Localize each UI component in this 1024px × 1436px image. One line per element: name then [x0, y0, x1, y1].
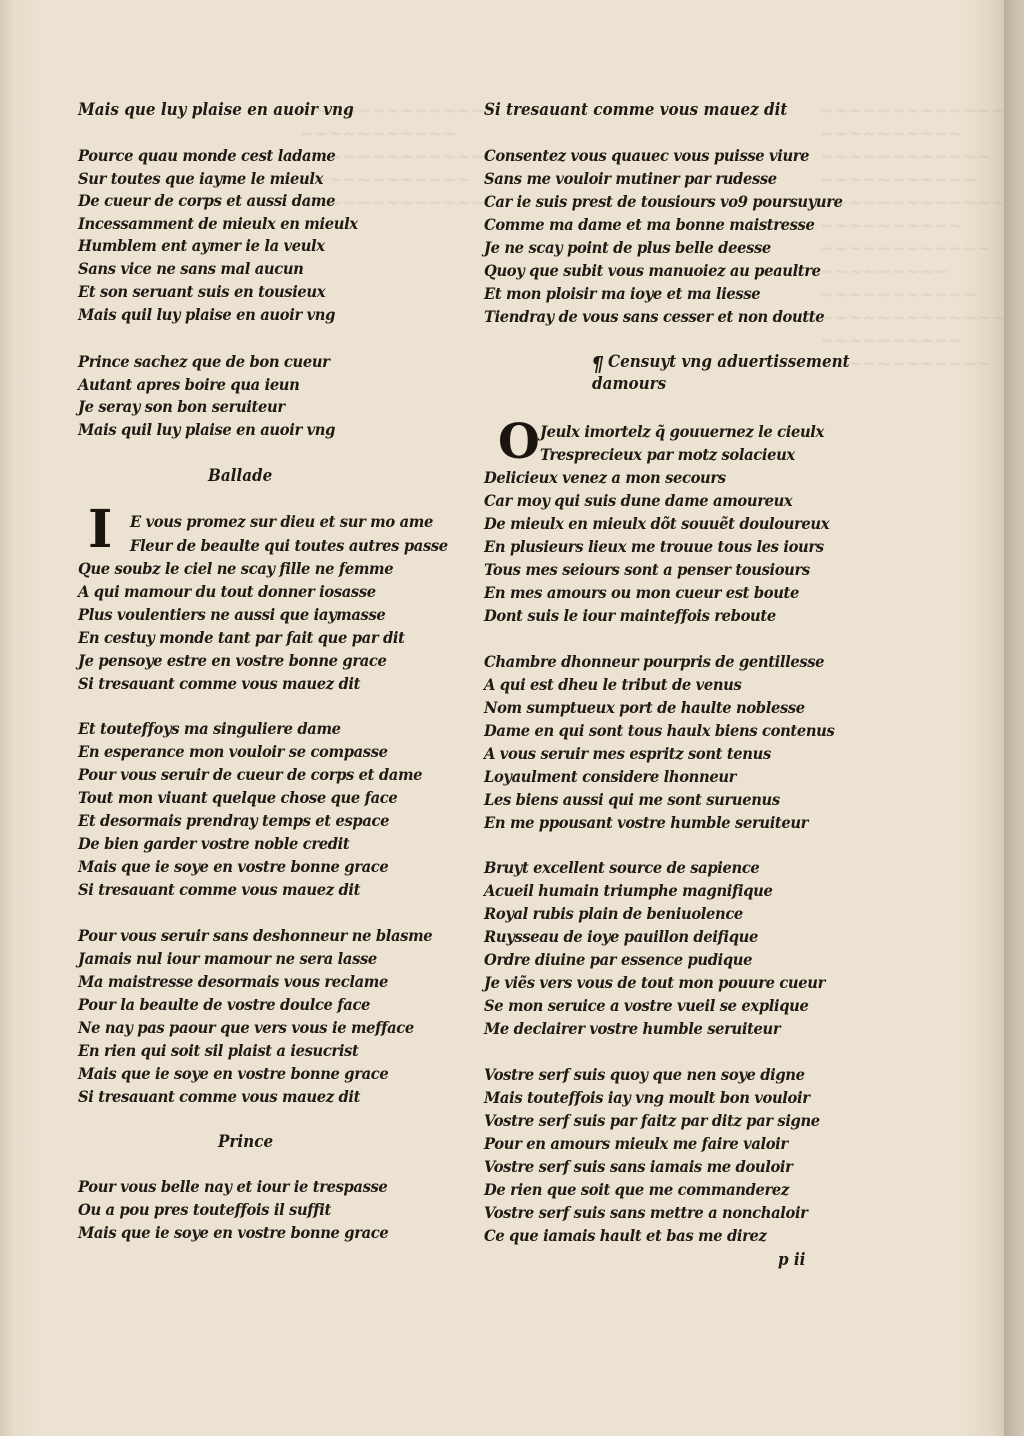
- verse-line: Se mon seruice a vostre vueil se explique: [484, 996, 809, 1015]
- verse-line: Ce que iamais hault et bas me direz: [484, 1226, 767, 1245]
- verse-line: Car moy qui suis dune dame amoureux: [484, 491, 793, 510]
- verse-line: Jamais nul iour mamour ne sera lasse: [78, 949, 377, 968]
- verse-line: Prince sachez que de bon cueur: [78, 352, 330, 371]
- verse-line: Jeulx imortelz q̃ gouuernez le cieulx: [540, 422, 824, 441]
- verse-line: Tous mes seiours sont a penser tousiours: [484, 560, 810, 579]
- verse-line: Pource quau monde cest ladame: [78, 146, 336, 165]
- verse-line: En cestuy monde tant par fait que par dit: [78, 628, 405, 647]
- verse-line: Je ne scay point de plus belle deesse: [484, 238, 771, 257]
- verse-line: En plusieurs lieux me trouue tous les iours: [484, 537, 824, 556]
- drop-cap-initial: O: [498, 414, 540, 470]
- verse-line: Les biens aussi qui me sont suruenus: [484, 790, 780, 809]
- verse-line: Ordre diuine par essence pudique: [484, 950, 753, 969]
- verse-line: Sans vice ne sans mal aucun: [78, 259, 304, 278]
- verse-line: Ou a pou pres touteffois il suffit: [78, 1200, 331, 1219]
- verse-line: Me declairer vostre humble seruiteur: [484, 1019, 781, 1038]
- verse-line: Et mon ploisir ma ioye et ma liesse: [484, 284, 761, 303]
- verse-line: Si tresauant comme vous mauez dit: [78, 674, 361, 693]
- verse-line: Mais que ie soye en vostre bonne grace: [78, 1064, 389, 1083]
- verse-line: Mais touteffois iay vng moult bon vouloir: [484, 1088, 810, 1107]
- verse-line: Tout mon viuant quelque chose que face: [78, 788, 398, 807]
- verse-line: Vostre serf suis quoy que nen soye digne: [484, 1065, 805, 1084]
- verse-line: Ne nay pas paour que vers vous ie mefface: [78, 1018, 414, 1037]
- verse-line: De cueur de corps et aussi dame: [78, 191, 336, 210]
- verse-line: Humblem ent aymer ie la veulx: [78, 236, 325, 255]
- verse-line: Et son seruant suis en tousieux: [78, 282, 326, 301]
- drop-cap-initial: I: [88, 499, 113, 560]
- verse-line: Ma maistresse desormais vous reclame: [78, 972, 388, 991]
- page-edge-shadow: [1004, 0, 1024, 1436]
- show-through-right: ~~~~~~~~~~~~~ ~~~~~~~~~~ ~~~~~~~~~~~~ ~~~~~~~~~~~ ~~~~~~~~~~~~~ ~~~~~~~~~~ ~~~~~~~~~~~~ ~~~~~~~~~ ~~~~~~~~~~~ ~~~~~~~~~~~~~ ~~~~~~~~~~ ~~~~~~~~~~~~: [820, 101, 1006, 374]
- verse-line: Delicieux venez a mon secours: [484, 468, 726, 487]
- heading-line: Censuyt vng aduertissement: [608, 352, 850, 371]
- verse-line: Vostre serf suis sans iamais me douloir: [484, 1157, 793, 1176]
- show-through-left: ~~~~~~~~~~~~~ ~~~~~~~~~~~ ~~~~~~~~~~~~~~ ~~~~~~~~~~~~ ~~~~~~~~~~~~~: [300, 101, 500, 213]
- ballade-title: Ballade: [208, 466, 273, 485]
- verse-line: E vous promez sur dieu et sur mo ame: [130, 512, 433, 531]
- verse-line: Je pensoye estre en vostre bonne grace: [78, 651, 387, 670]
- verse-line: En mes amours ou mon cueur est boute: [484, 583, 799, 602]
- verse-line: Si tresauant comme vous mauez dit: [78, 880, 361, 899]
- verse-line: Si tresauant comme vous mauez dit: [484, 100, 788, 119]
- verse-line: En rien qui soit sil plaist a iesucrist: [78, 1041, 359, 1060]
- verse-line: Vostre serf suis sans mettre a nonchaloir: [484, 1203, 808, 1222]
- verse-line: A vous seruir mes espritz sont tenus: [484, 744, 771, 763]
- verse-line: Fleur de beaulte qui toutes autres passe: [130, 536, 448, 555]
- verse-line: Sur toutes que iayme le mieulx: [78, 169, 323, 188]
- verse-line: De bien garder vostre noble credit: [78, 834, 350, 853]
- verse-line: Mais que ie soye en vostre bonne grace: [78, 1223, 389, 1242]
- verse-line: Comme ma dame et ma bonne maistresse: [484, 215, 815, 234]
- verse-line: Pour en amours mieulx me faire valoir: [484, 1134, 788, 1153]
- verse-line: Dont suis le iour mainteffois reboute: [484, 606, 776, 625]
- verse-line: Et touteffoys ma singuliere dame: [78, 719, 341, 738]
- verse-line: Royal rubis plain de beniuolence: [484, 904, 743, 923]
- verse-line: Mais quil luy plaise en auoir vng: [78, 305, 336, 324]
- verse-line: Mais que ie soye en vostre bonne grace: [78, 857, 389, 876]
- verse-line: Mais quil luy plaise en auoir vng: [78, 420, 336, 439]
- verse-line: En me ppousant vostre humble seruiteur: [484, 813, 809, 832]
- verse-line: Tresprecieux par motz solacieux: [540, 445, 795, 464]
- verse-line: Consentez vous quauec vous puisse viure: [484, 146, 810, 165]
- verse-line: Bruyt excellent source de sapience: [484, 858, 760, 877]
- verse-line: Sans me vouloir mutiner par rudesse: [484, 169, 777, 188]
- verse-line: Pour vous belle nay et iour ie trespasse: [78, 1177, 388, 1196]
- verse-line: Et desormais prendray temps et espace: [78, 811, 390, 830]
- verse-line: Acueil humain triumphe magnifique: [484, 881, 773, 900]
- verse-line: Pour vous seruir sans deshonneur ne blasme: [78, 926, 433, 945]
- verse-line: Nom sumptueux port de haulte noblesse: [484, 698, 805, 717]
- verse-line: Autant apres boire qua ieun: [78, 375, 300, 394]
- verse-line: A qui mamour du tout donner iosasse: [78, 582, 376, 601]
- verse-line: En esperance mon vouloir se compasse: [78, 742, 388, 761]
- verse-line: Quoy que subit vous manuoiez au peaultre: [484, 261, 821, 280]
- pilcrow-mark: ¶: [592, 352, 604, 376]
- verse-line: A qui est dheu le tribut de venus: [484, 675, 742, 694]
- verse-line: Pour vous seruir de cueur de corps et dame: [78, 765, 423, 784]
- verse-line: Pour la beaulte de vostre doulce face: [78, 995, 371, 1014]
- verse-line: De rien que soit que me commanderez: [484, 1180, 789, 1199]
- verse-line: Incessamment de mieulx en mieulx: [78, 214, 358, 233]
- heading-line: damours: [592, 374, 667, 393]
- verse-line: Loyaulment considere lhonneur: [484, 767, 737, 786]
- prince-title: Prince: [218, 1132, 274, 1151]
- verse-line: Si tresauant comme vous mauez dit: [78, 1087, 361, 1106]
- verse-line: Je viẽs vers vous de tout mon pouure cueur: [484, 973, 825, 992]
- verse-line: Vostre serf suis par faitz par ditz par signe: [484, 1111, 820, 1130]
- signature-mark: p ii: [778, 1250, 806, 1269]
- verse-line: Je seray son bon seruiteur: [78, 397, 285, 416]
- verse-line: Plus voulentiers ne aussi que iaymasse: [78, 605, 386, 624]
- verse-line: Tiendray de vous sans cesser et non doutte: [484, 307, 825, 326]
- verse-line: Car ie suis prest de tousiours vo9 poursuyure: [484, 192, 843, 211]
- verse-line: Mais que luy plaise en auoir vng: [78, 100, 354, 119]
- verse-line: Chambre dhonneur pourpris de gentillesse: [484, 652, 825, 671]
- verse-line: De mieulx en mieulx dõt souuẽt douloureux: [484, 514, 830, 533]
- verse-line: Dame en qui sont tous haulx biens contenus: [484, 721, 835, 740]
- verse-line: Que soubz le ciel ne scay fille ne femme: [78, 559, 394, 578]
- verse-line: Ruysseau de ioye pauillon deifique: [484, 927, 759, 946]
